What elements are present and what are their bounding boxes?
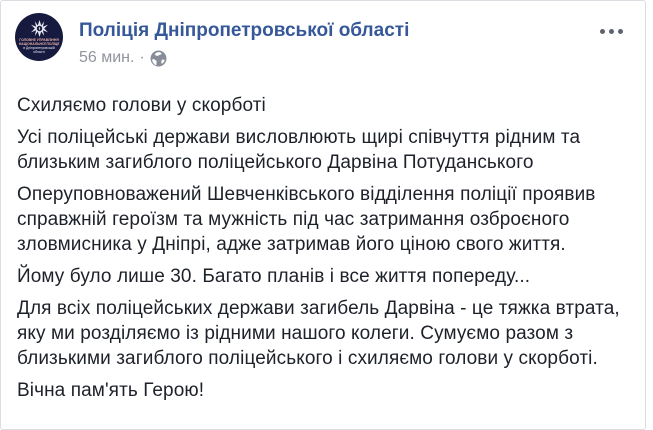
avatar-text-line: ГОЛОВНЕ УПРАВЛІННЯ xyxy=(19,38,59,42)
post-paragraph: Оперуповноважений Шевченківського відділення поліції проявив справжній героїзм та мужність під час затримання озброєного зловмисника у Дніпрі, адже затримав його ціною свого життя. xyxy=(17,184,596,255)
avatar-text-line: області xyxy=(33,50,45,54)
police-star-badge-icon xyxy=(31,20,48,38)
post-content xyxy=(13,93,633,403)
more-options-icon xyxy=(600,29,605,34)
post-paragraph: Для всіх поліцейських держави загибель Дарвіна - це тяжка втрата, яку ми розділяємо із рідними нашого колеги. Сумуємо разом з близькими загиблого поліцейського і схиляємо голови у скорботі. xyxy=(17,298,620,369)
more-options-icon xyxy=(609,29,614,34)
post-paragraph: Усі поліцейські держави висловлюють щирі співчуття рідним та близьким загиблого поліцейського Дарвіна Потуданського xyxy=(17,127,581,173)
post-paragraph: Вічна пам'ять Герою! xyxy=(17,380,205,401)
more-options-icon xyxy=(618,29,623,34)
post-paragraph: Схиляємо голови у скорботі xyxy=(17,95,266,116)
globe-icon xyxy=(150,50,167,67)
timestamp-link[interactable]: 56 мин. xyxy=(79,49,135,66)
avatar-text-line: в Дніпропетровській xyxy=(23,46,55,50)
more-options-button[interactable] xyxy=(590,13,631,44)
page-name-link[interactable]: Поліція Дніпропетровської області xyxy=(79,20,410,41)
post-header-text xyxy=(79,13,590,67)
meta-separator: · xyxy=(139,49,145,66)
post-paragraph: Йому було лише 30. Багато планів і все життя попереду... xyxy=(17,266,531,287)
page-avatar[interactable] xyxy=(15,13,63,61)
avatar-text-line: НАЦІОНАЛЬНОЇ ПОЛІЦІЇ xyxy=(18,42,60,46)
post-header xyxy=(13,13,633,67)
post-meta-row xyxy=(79,49,590,67)
